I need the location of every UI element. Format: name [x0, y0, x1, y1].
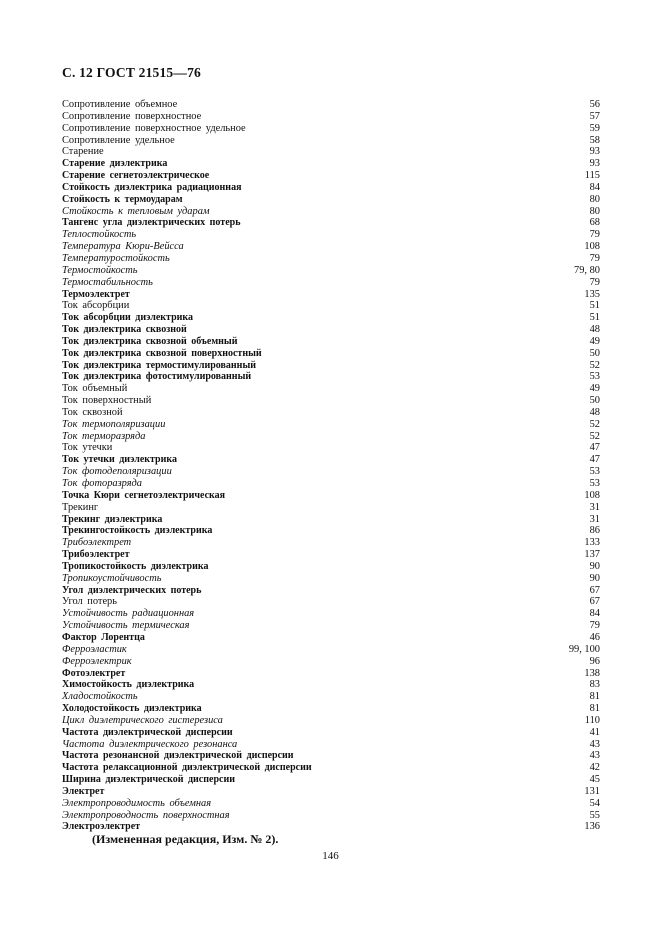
index-page-ref: 55 — [589, 809, 600, 821]
index-page-ref: 53 — [589, 478, 600, 489]
index-entry — [62, 596, 600, 608]
index-entry — [62, 253, 600, 265]
index-term: Трекинг — [62, 501, 99, 513]
index-page-ref: 49 — [589, 383, 600, 395]
index-page-ref: 56 — [589, 99, 600, 110]
index-entry — [62, 158, 600, 170]
index-page-ref: 84 — [589, 181, 600, 193]
index-term: Стойкость диэлектрика радиационная — [62, 181, 242, 193]
index-entry — [62, 525, 600, 537]
index-entry — [62, 123, 600, 135]
index-term: Теплостойкость — [62, 229, 137, 241]
index-page-ref: 133 — [584, 537, 600, 549]
index-page-ref: 31 — [589, 501, 600, 513]
index-page-ref: 108 — [584, 489, 600, 501]
index-entry — [62, 810, 600, 822]
index-term: Ток фотодеполяризации — [62, 466, 172, 478]
index-term: Сопротивление удельное — [62, 134, 175, 146]
index-term: Трибоэлектрет — [62, 537, 132, 549]
index-entry — [62, 348, 600, 360]
index-entry — [62, 241, 600, 253]
index-entry — [62, 656, 600, 668]
index-term: Ток абсорбции диэлектрика — [62, 312, 194, 324]
index-page-ref: 131 — [584, 785, 600, 797]
index-page-ref: 47 — [589, 442, 600, 454]
index-term: Хладостойкость — [62, 691, 138, 703]
index-page-ref: 57 — [589, 110, 600, 122]
index-page-ref: 53 — [589, 466, 600, 478]
index-term: Термостабильность — [62, 276, 153, 288]
index-page-ref: 86 — [589, 525, 600, 537]
index-entry — [62, 383, 600, 395]
page-header: С. 12 ГОСТ 21515—76 — [62, 65, 201, 80]
index-entry — [62, 679, 600, 691]
index-term: Электроэлектрет — [62, 821, 141, 833]
index-term: Сопротивление поверхностное — [62, 110, 202, 122]
index-entry — [62, 407, 600, 419]
index-page-ref: 53 — [589, 371, 600, 383]
index-term: Частота релаксационной диэлектрической дисперсии — [62, 762, 312, 774]
index-entry — [62, 182, 600, 194]
index-term: Ток поверхностный — [62, 395, 152, 407]
index-term: Ферроэластик — [62, 643, 127, 655]
index-term: Электропроводность поверхностная — [62, 809, 230, 821]
index-page-ref: 51 — [589, 312, 600, 324]
index-page-ref: 67 — [589, 584, 600, 596]
index-term: Электропроводимость объемная — [62, 797, 212, 809]
index-term: Ток абсорбции — [62, 300, 130, 312]
index-page-ref: 46 — [589, 631, 600, 643]
index-term: Ток терморазряда — [62, 430, 146, 442]
index-term: Ток диэлектрика сквозной поверхностный — [62, 347, 262, 359]
index-term: Электрет — [62, 785, 105, 797]
index-page-ref: 68 — [589, 217, 600, 229]
index-entry — [62, 739, 600, 751]
index-term: Ток диэлектрика сквозной — [62, 324, 187, 336]
index-term: Трекинг диэлектрика — [62, 513, 163, 525]
index-term: Температуростойкость — [62, 252, 170, 264]
index-entry — [62, 395, 600, 407]
index-entry — [62, 644, 600, 656]
index-entry — [62, 537, 600, 549]
index-entry — [62, 786, 600, 798]
index-entry — [62, 703, 600, 715]
index-entry — [62, 490, 600, 502]
index-page-ref: 83 — [589, 679, 600, 691]
index-entry — [62, 514, 600, 526]
index-entry — [62, 573, 600, 585]
index-entry — [62, 300, 600, 312]
index-page-ref: 81 — [589, 703, 600, 715]
index-term: Сопротивление поверхностное удельное — [62, 122, 246, 134]
index-term: Трибоэлектрет — [62, 549, 130, 561]
index-page-ref: 79 — [589, 229, 600, 241]
index-term: Стойкость к термоударам — [62, 193, 183, 205]
index-page-ref: 50 — [589, 347, 600, 359]
index-term: Ток диэлектрика сквозной объемный — [62, 335, 238, 347]
index-page-ref: 108 — [584, 241, 600, 253]
index-entry — [62, 146, 600, 158]
index-entry — [62, 194, 600, 206]
index-term: Устойчивость радиационная — [62, 608, 195, 620]
index-entry — [62, 549, 600, 561]
index-term: Точка Кюри сегнетоэлектрическая — [62, 489, 226, 501]
index-entry — [62, 170, 600, 182]
index-page-ref: 99, 100 — [568, 643, 600, 655]
index-entry — [62, 632, 600, 644]
index-term: Стойкость к тепловым ударам — [62, 205, 210, 217]
index-entry — [62, 289, 600, 301]
index-term: Угол потерь — [62, 596, 117, 608]
index-term: Ферроэлектрик — [62, 655, 132, 667]
index-page-ref: 79 — [589, 252, 600, 264]
index-page-ref: 79 — [589, 620, 600, 632]
index-page-ref: 43 — [589, 738, 600, 750]
index-term: Сопротивление объемное — [62, 99, 178, 110]
index-page-ref: 31 — [589, 513, 600, 525]
index-term: Тропикоустойчивость — [62, 572, 162, 584]
index-entry — [62, 620, 600, 632]
index-page-ref: 47 — [589, 454, 600, 466]
index-term: Угол диэлектрических потерь — [62, 584, 202, 596]
index-entry — [62, 715, 600, 727]
index-page-ref: 48 — [589, 406, 600, 418]
index-page-ref: 52 — [589, 359, 600, 371]
index-entry — [62, 608, 600, 620]
index-term: Ток объемный — [62, 383, 128, 395]
index-page-ref: 81 — [589, 691, 600, 703]
index-page-ref: 79, 80 — [574, 264, 600, 276]
index-entry — [62, 774, 600, 786]
index-term: Частота диэлектрической дисперсии — [62, 726, 233, 738]
index-entry — [62, 478, 600, 490]
index-entry — [62, 419, 600, 431]
index-entry — [62, 466, 600, 478]
index-entry — [62, 561, 600, 573]
index-entry — [62, 312, 600, 324]
index-entry — [62, 585, 600, 597]
index-entry — [62, 668, 600, 680]
index-entry — [62, 277, 600, 289]
index-term: Тангенс угла диэлектрических потерь — [62, 217, 241, 229]
index-page-ref: 135 — [584, 288, 600, 300]
index-entry — [62, 265, 600, 277]
index-page-ref: 43 — [589, 750, 600, 762]
index-entry — [62, 206, 600, 218]
index-page-ref: 110 — [584, 714, 600, 726]
index-term: Ток термополяризации — [62, 418, 166, 430]
index-term: Частота резонансной диэлектрической дисперсии — [62, 750, 294, 762]
index-term: Старение диэлектрика — [62, 158, 168, 170]
index-page-ref: 58 — [589, 134, 600, 146]
index-page-ref: 80 — [589, 205, 600, 217]
index-entry — [62, 454, 600, 466]
index-page-ref: 49 — [589, 335, 600, 347]
index-entry — [62, 324, 600, 336]
index-term: Температура Кюри-Вейсса — [62, 241, 184, 253]
index-entry — [62, 798, 600, 810]
index-page-ref: 52 — [589, 418, 600, 430]
index-term: Ширина диэлектрической дисперсии — [62, 774, 235, 786]
index-term: Термостойкость — [62, 264, 138, 276]
index-term: Старение сегнетоэлектрическое — [62, 170, 210, 182]
term-index-list — [62, 99, 600, 833]
index-entry — [62, 229, 600, 241]
index-page-ref: 93 — [589, 146, 600, 158]
index-page-ref: 51 — [589, 300, 600, 312]
index-page-ref: 84 — [589, 608, 600, 620]
index-page-ref: 54 — [589, 797, 600, 809]
index-page-ref: 96 — [589, 655, 600, 667]
index-entry — [62, 762, 600, 774]
index-term: Частота диэлектрического резонанса — [62, 738, 238, 750]
index-page-ref: 136 — [584, 821, 600, 833]
index-term: Цикл диэлетрического гистерезиса — [62, 714, 223, 726]
index-entry — [62, 217, 600, 229]
index-term: Трекингостойкость диэлектрика — [62, 525, 213, 537]
index-entry — [62, 750, 600, 762]
index-term: Ток сквозной — [62, 406, 123, 418]
index-page-ref: 90 — [589, 560, 600, 572]
page-number: 146 — [322, 850, 339, 862]
index-page-ref: 90 — [589, 572, 600, 584]
index-term: Ток диэлектрика фотостимулированный — [62, 371, 252, 383]
index-page-ref: 50 — [589, 395, 600, 407]
index-term: Ток фоторазряда — [62, 478, 142, 489]
index-entry — [62, 336, 600, 348]
index-entry — [62, 502, 600, 514]
index-term: Тропикостойкость диэлектрика — [62, 560, 209, 572]
index-page-ref: 42 — [589, 762, 600, 774]
index-page-ref: 45 — [589, 774, 600, 786]
index-page-ref: 48 — [589, 324, 600, 336]
index-page-ref: 138 — [584, 667, 600, 679]
index-term: Ток диэлектрика термостимулированный — [62, 359, 257, 371]
index-entry — [62, 111, 600, 123]
index-page-ref: 115 — [584, 170, 600, 182]
index-page-ref: 80 — [589, 193, 600, 205]
index-term: Химостойкость диэлектрика — [62, 679, 195, 691]
index-page-ref: 59 — [589, 122, 600, 134]
edition-note: (Измененная редакция, Изм. № 2). — [92, 832, 279, 846]
index-page-ref: 137 — [584, 549, 600, 561]
index-term: Термоэлектрет — [62, 288, 130, 300]
index-term: Старение — [62, 146, 104, 158]
index-page-ref: 93 — [589, 158, 600, 170]
index-entry — [62, 691, 600, 703]
index-entry — [62, 99, 600, 111]
index-term: Устойчивость термическая — [62, 620, 190, 632]
index-entry — [62, 371, 600, 383]
index-entry — [62, 360, 600, 372]
index-term: Ток утечки — [62, 442, 113, 454]
index-term: Ток утечки диэлектрика — [62, 454, 177, 466]
index-entry — [62, 135, 600, 147]
index-page-ref: 41 — [589, 726, 600, 738]
index-entry — [62, 442, 600, 454]
index-page-ref: 52 — [589, 430, 600, 442]
index-entry — [62, 431, 600, 443]
index-term: Холодостойкость диэлектрика — [62, 703, 202, 715]
index-term: Фотоэлектрет — [62, 667, 126, 679]
index-page-ref: 67 — [589, 596, 600, 608]
index-page-ref: 79 — [589, 276, 600, 288]
index-entry — [62, 727, 600, 739]
index-term: Фактор Лорентца — [62, 631, 145, 643]
